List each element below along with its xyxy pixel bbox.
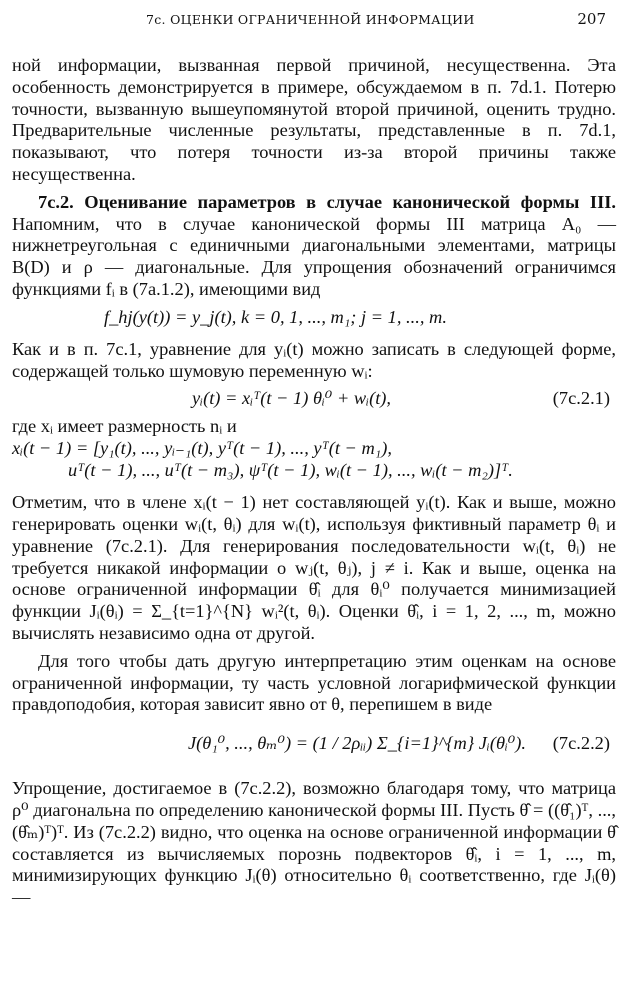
running-head <box>0 6 628 32</box>
equation-7c-2-2-body: J(θ₁⁰, ..., θₘ⁰) = (1 / 2ρᵢᵢ) Σ_{i=1}^{m} Jᵢ(θᵢ⁰). <box>188 733 526 754</box>
page-body <box>12 55 616 909</box>
formula-x-vector-line2 <box>12 460 616 482</box>
equation-7c-2-1-body: yᵢ(t) = xᵢᵀ(t − 1) θᵢ⁰ + wᵢ(t), <box>192 388 392 409</box>
equation-7c-2-1-number: (7с.2.1) <box>552 388 610 409</box>
formula-text: f_hj(y(t)) = y_j(t), k = 0, 1, ..., m₁; j = 1, ..., m. <box>104 306 447 327</box>
formula-f-definition <box>12 307 616 329</box>
equation-7c-2-2-number: (7с.2.2) <box>552 733 610 754</box>
section-heading: 7с.2. Оценивание параметров в случае канонической формы III. <box>38 191 616 212</box>
paragraph-continuation: ной информации, вызванная первой причиной, несущественна. Эта особенность демонстрируется в примере, обсуждаемом в п. 7d.1. Потерю точности, вызванную вышеупомянутой второй причиной, оценить трудно. Предварительные численные результаты, представленные в п. 7d.1, показывают, что потеря точности из-за второй причины также несущественна. <box>12 55 616 184</box>
paragraph-section-7c2 <box>12 192 616 301</box>
equation-7c-2-1 <box>12 388 616 410</box>
paragraph-simplification: Упрощение, достигаемое в (7с.2.2), возможно благодаря тому, что матрица ρ⁰ диагональна по определению канонической формы III. Пусть θ̂ = ((θ̂₁)ᵀ, ..., (θ̂ₘ)ᵀ)ᵀ. Из (7с.2.2) видно, что оценка на основе ограниченной информации θ̂ составляется из вычисляемых порознь подвекторов θ̂ᵢ, i = 1, ..., m, минимизирующих функцию Jᵢ(θ) относительно θᵢ соответственно, где Jᵢ(θ) — <box>12 778 616 908</box>
paragraph-estimates: Отметим, что в члене xᵢ(t − 1) нет составляющей yᵢ(t). Как и выше, можно генерировать оценки wᵢ(t, θᵢ) для wᵢ(t), используя фиктивный параметр θᵢ и уравнение (7с.2.1). Для генерирования последовательности wᵢ(t, θᵢ) не требуется никакой информации о wⱼ(t, θⱼ), j ≠ i. Как и выше, оценка на основе ограниченной информации θ̂ᵢ для θᵢ⁰ получается минимизацией функции Jᵢ(θᵢ) = Σ_{t=1}^{N} wᵢ²(t, θᵢ). Оценки θ̂ᵢ, i = 1, 2, ..., m, можно вычислять независимо одна от другой. <box>12 492 616 643</box>
page-number: 207 <box>577 10 606 28</box>
running-title: 7с. ОЦЕНКИ ОГРАНИЧЕННОЙ ИНФОРМАЦИИ <box>146 12 475 27</box>
paragraph-equation-intro: Как и в п. 7с.1, уравнение для yᵢ(t) можно записать в следующей форме, содержащей только шумовую переменную wᵢ: <box>12 338 616 381</box>
paragraph-x-dimension: где xᵢ имеет размерность nᵢ и <box>12 416 237 437</box>
section-text: Напомним, что в случае канонической формы III матрица A₀ — нижнетреугольная с единичными диагональными элементами, матрицы B(D) и ρ — диагональные. Для упрощения обозначений ограничимся функциями fᵢ в (7a.1.2), имеющими вид <box>12 213 616 299</box>
formula-x-line2: uᵀ(t − 1), ..., uᵀ(t − m₃), ψᵀ(t − 1), wᵢ(t − 1), ..., wᵢ(t − m₂)]ᵀ. <box>68 460 513 481</box>
formula-x-vector-line1 <box>12 438 616 460</box>
equation-7c-2-2 <box>12 716 616 772</box>
formula-x-line1: xᵢ(t − 1) = [y₁(t), ..., yᵢ₋₁(t), yᵀ(t − 1), ..., yᵀ(t − m₁), <box>12 438 392 459</box>
paragraph-interpretation: Для того чтобы дать другую интерпретацию этим оценкам на основе ограниченной информации, ту часть условной логарифмической функции правдоподобия, которая зависит явно от θ, перепишем в виде <box>12 650 616 715</box>
